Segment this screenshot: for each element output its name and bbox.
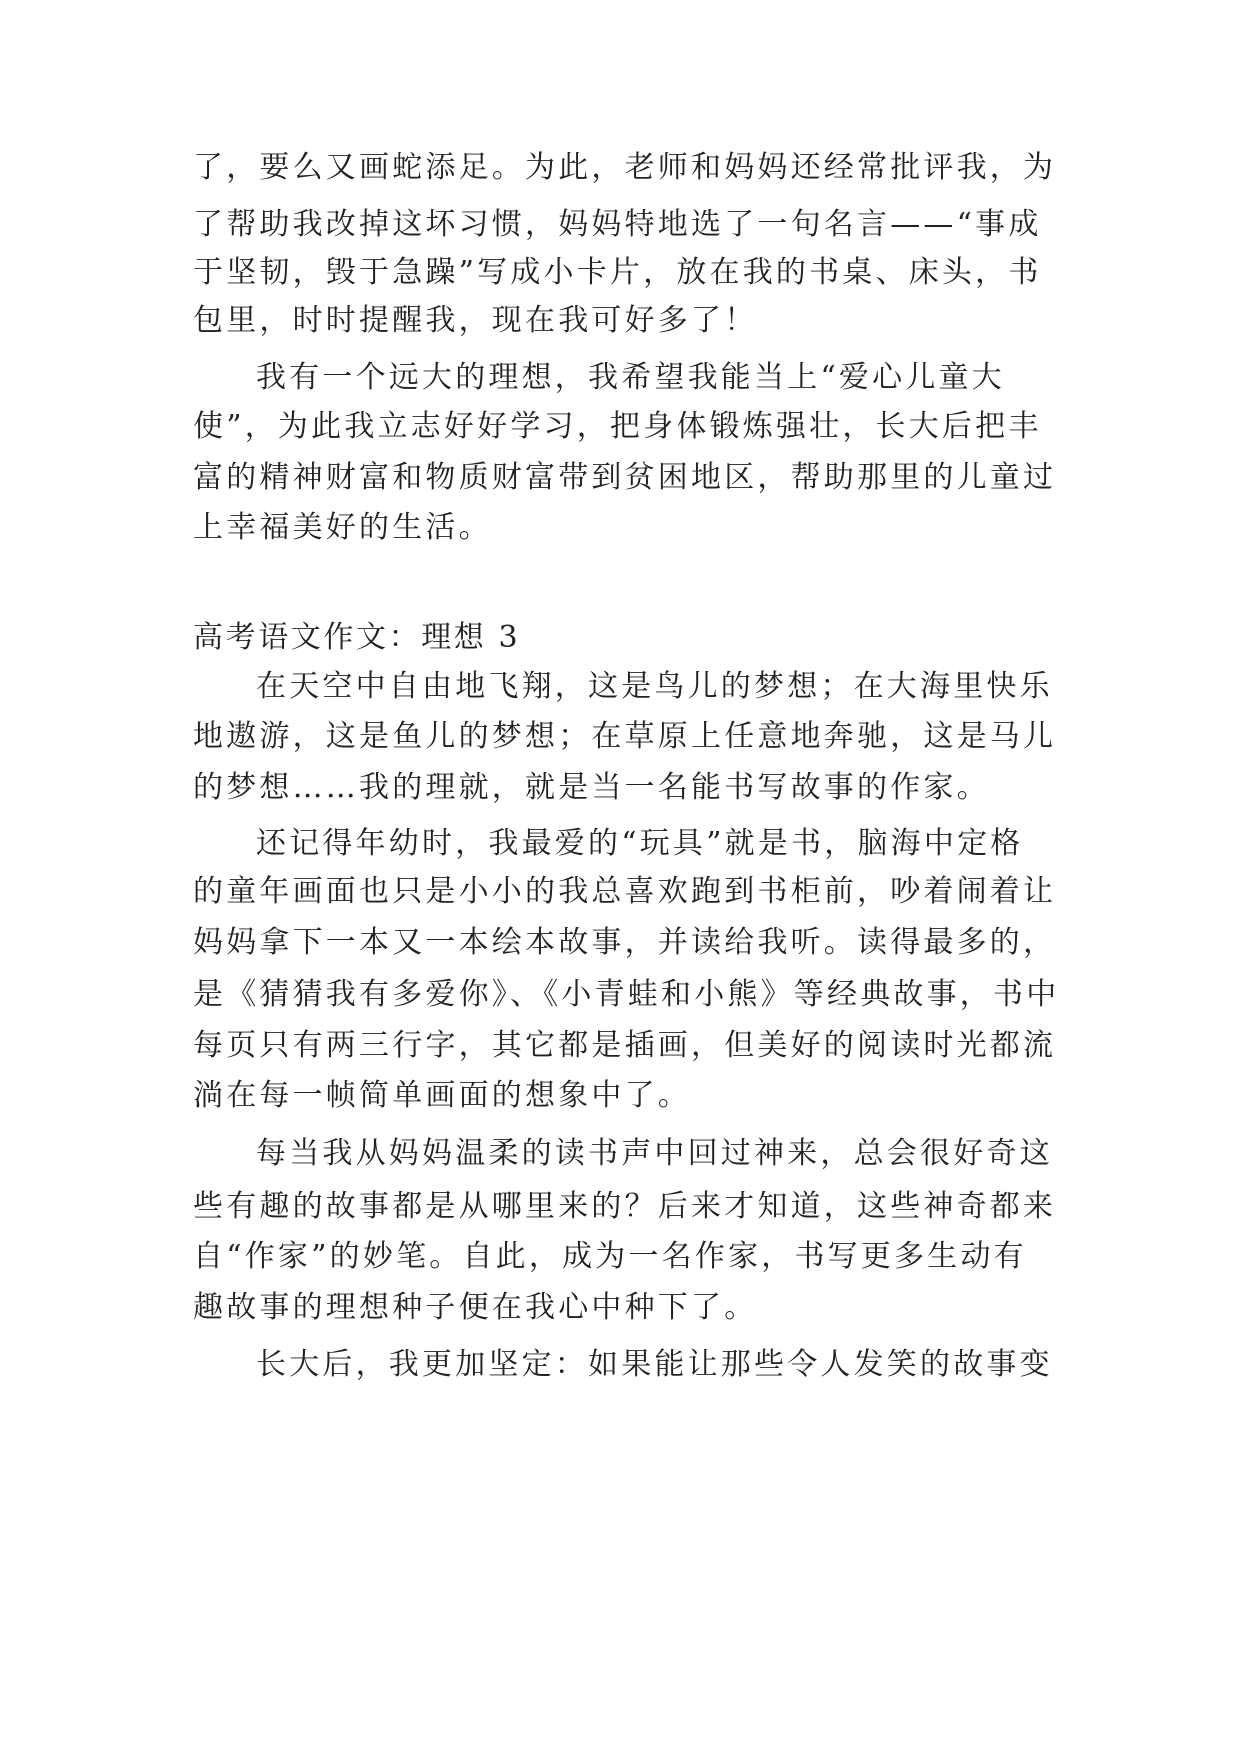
text-line: 了，要么又画蛇添足。为此，老师和妈妈还经常批评我，为 xyxy=(193,150,1057,185)
text-line: 妈妈拿下一本又一本绘本故事，并读给我听。读得最多的， xyxy=(193,925,1057,960)
text-line: 在天空中自由地飞翔，这是鸟儿的梦想；在大海里快乐 xyxy=(256,669,1053,704)
text-line: 长大后，我更加坚定：如果能让那些令人发笑的故事变 xyxy=(256,1347,1053,1382)
text-line: 还记得年幼时，我最爱的“玩具”就是书，脑海中定格 xyxy=(256,826,1024,861)
text-line: 每当我从妈妈温柔的读书声中回过神来，总会很好奇这 xyxy=(256,1136,1053,1171)
text-line: 于坚韧，毁于急躁”写成小卡片，放在我的书桌、床头，书 xyxy=(193,255,1042,290)
text-line: 地遨游，这是鱼儿的梦想；在草原上任意地奔驰，这是马儿 xyxy=(193,719,1057,754)
text-line: 的梦想……我的理就，就是当一名能书写故事的作家。 xyxy=(193,770,990,805)
text-line: 我有一个远大的理想，我希望我能当上“爱心儿童大 xyxy=(256,360,1005,395)
text-line: 富的精神财富和物质财富带到贫困地区，帮助那里的儿童过 xyxy=(193,460,1057,495)
text-line: 淌在每一帧简单画面的想象中了。 xyxy=(193,1078,691,1113)
section-heading: 高考语文作文：理想 3 xyxy=(193,620,521,655)
text-line: 使”，为此我立志好好学习，把身体锻炼强壮，长大后把丰 xyxy=(193,409,1042,444)
text-line: 的童年画面也只是小小的我总喜欢跑到书柜前，吵着闹着让 xyxy=(193,874,1057,909)
text-line: 包里，时时提醒我，现在我可好多了！ xyxy=(193,303,758,338)
text-line: 是《猜猜我有多爱你》、《小青蛙和小熊》等经典故事，书中 xyxy=(193,977,1060,1012)
text-line: 自“作家”的妙笔。自此，成为一名作家，书写更多生动有 xyxy=(193,1239,1027,1274)
text-line: 趣故事的理想种子便在我心中种下了。 xyxy=(193,1290,758,1325)
text-line: 些有趣的故事都是从哪里来的？后来才知道，这些神奇都来 xyxy=(193,1189,1057,1224)
text-line: 了帮助我改掉这坏习惯，妈妈特地选了一句名言——“事成 xyxy=(193,207,1042,242)
text-line: 上幸福美好的生活。 xyxy=(193,510,492,545)
text-line: 每页只有两三行字，其它都是插画，但美好的阅读时光都流 xyxy=(193,1028,1057,1063)
